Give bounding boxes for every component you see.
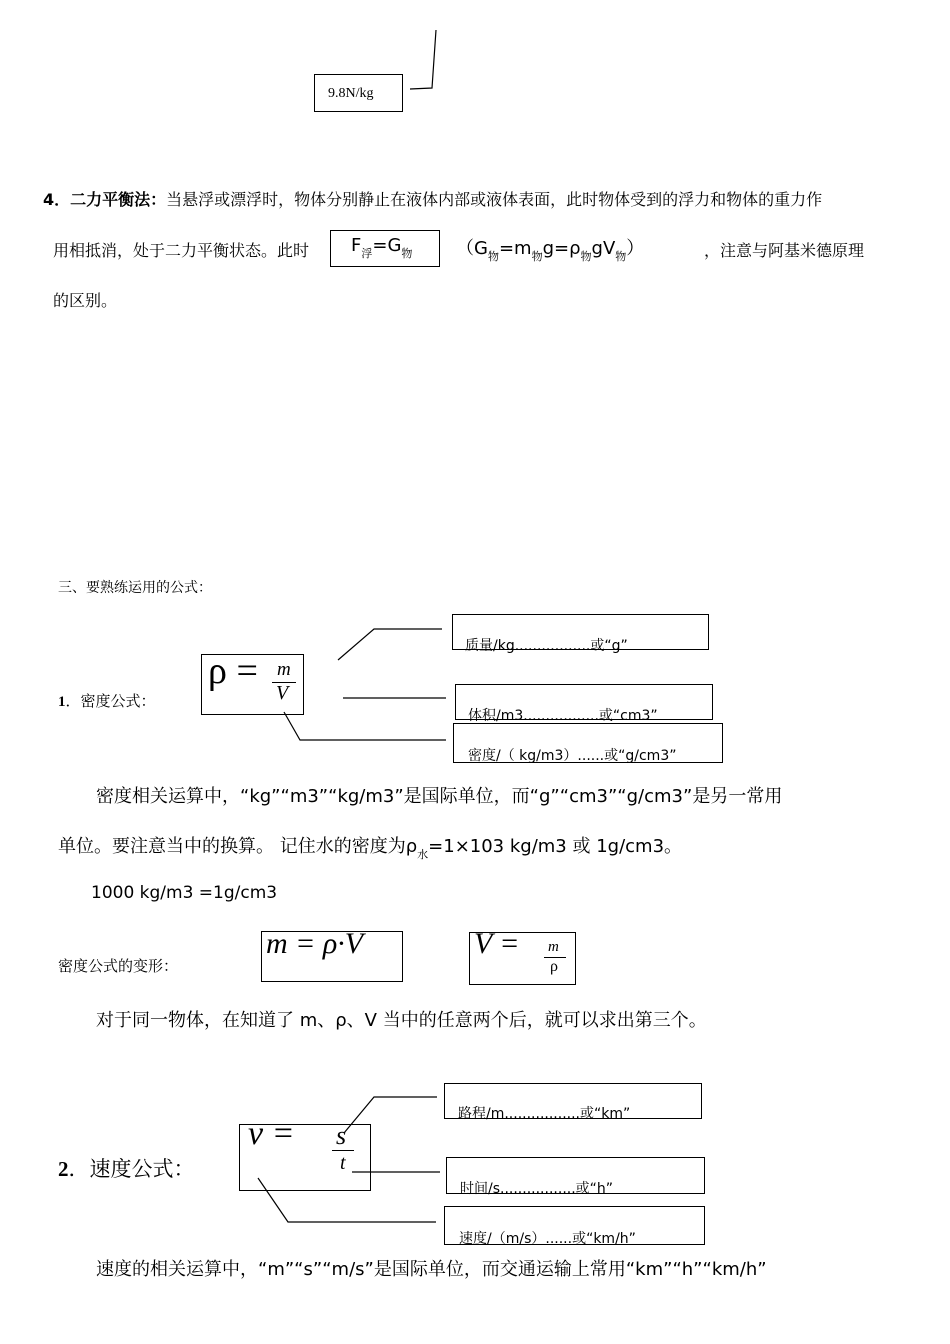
method4-line2-post: ，注意与阿基米德原理 xyxy=(704,241,865,260)
density-connector-line xyxy=(284,712,446,740)
density-paragraph-line1: 密度相关运算中，“kg”“m3”“kg/m3”是国际单位，而“g”“cm3”“g/cm3”是另一常用 xyxy=(96,786,783,807)
volume-fraction-numerator: m xyxy=(548,939,559,955)
section3-heading: 三、要熟练运用的公式： xyxy=(58,580,212,596)
top-connector-line xyxy=(410,30,436,89)
gravity-symbol: =G xyxy=(372,235,402,256)
gravity-constant-box xyxy=(314,74,403,112)
speed-unit-box xyxy=(444,1206,705,1245)
speed-formula-label: 2．速度公式： xyxy=(58,1157,195,1181)
density-formula-label: 1．密度公式： xyxy=(58,694,156,710)
buoyancy-subscript: 浮 xyxy=(361,247,373,260)
speed-paragraph: 速度的相关运算中，“m”“s”“m/s”是国际单位，而交通运输上常用“km”“h”“km/h” xyxy=(96,1259,767,1280)
density-paragraph-line2: 单位。要注意当中的换算。 记住水的密度为$\rho_水=1\times 103$ kg/m3 或 1g/cm3。 xyxy=(58,836,683,861)
method4-number: 4． xyxy=(43,190,71,209)
volume-unit-box xyxy=(455,684,713,724)
force-symbol: F xyxy=(351,235,362,256)
gravity-constant-label: 9.8N/kg xyxy=(328,86,374,101)
distance-unit-box xyxy=(444,1083,702,1122)
mass-formula-box xyxy=(261,927,403,982)
speed-formula-box xyxy=(239,1115,371,1191)
speed-fraction-bar xyxy=(332,1150,354,1151)
density-formula-box xyxy=(201,650,304,715)
fraction-denominator-V: V xyxy=(276,682,289,704)
volume-formula: V = xyxy=(474,927,520,960)
transform-label: 密度公式的变形： xyxy=(58,957,179,975)
fraction-numerator-m: m xyxy=(277,659,291,680)
density-unit-label: 密度/（ kg/m3）......或“g/cm3” xyxy=(468,748,677,764)
time-unit-label: 时间/s.................或“h” xyxy=(460,1181,614,1197)
volume-fraction-denominator: ρ xyxy=(550,958,558,975)
gravity-expansion: $(G_物=m_物g=\rho_物gV_物)$ xyxy=(456,238,645,263)
method4-title: 二力平衡法： xyxy=(70,190,167,209)
speed-fraction-denominator: t xyxy=(340,1152,346,1174)
density-paragraph2: 对于同一物体，在知道了 m、ρ、V 当中的任意两个后，就可以求出第三个。 xyxy=(96,1010,707,1031)
density-unit-box xyxy=(453,723,723,763)
mass-unit-box xyxy=(452,614,709,654)
method4-line1-text: 当悬浮或漂浮时，物体分别静止在液体内部或液体表面，此时物体受到的浮力和物体的重力作 xyxy=(166,190,823,209)
method4-line2-pre: 用相抵消，处于二力平衡状态。此时 xyxy=(53,241,310,260)
buoyancy-equation xyxy=(351,235,413,260)
speed-unit-label: 速度/（m/s）......或“km/h” xyxy=(459,1231,636,1247)
buoyancy-equation-box xyxy=(330,230,440,267)
mass-unit-label: 质量/kg.................或“g” xyxy=(465,638,628,654)
rho-symbol: ρ = xyxy=(208,650,258,692)
method4-line3: 的区别。 xyxy=(53,291,118,310)
time-unit-box xyxy=(446,1157,705,1197)
distance-unit-label: 路程/m.................或“km” xyxy=(458,1106,631,1122)
volume-unit-label: 体积/m3.................或“cm3” xyxy=(468,708,658,724)
speed-fraction-numerator: s xyxy=(336,1121,347,1150)
mass-connector-line xyxy=(338,629,442,660)
unit-conversion: 1000 kg/m3 =1g/cm3 xyxy=(91,883,278,903)
speed-formula: v = xyxy=(248,1115,295,1152)
mass-formula: m = ρ·V xyxy=(266,927,364,960)
volume-formula-box xyxy=(469,927,576,985)
method4-line1 xyxy=(43,187,822,210)
object-subscript: 物 xyxy=(401,247,413,260)
